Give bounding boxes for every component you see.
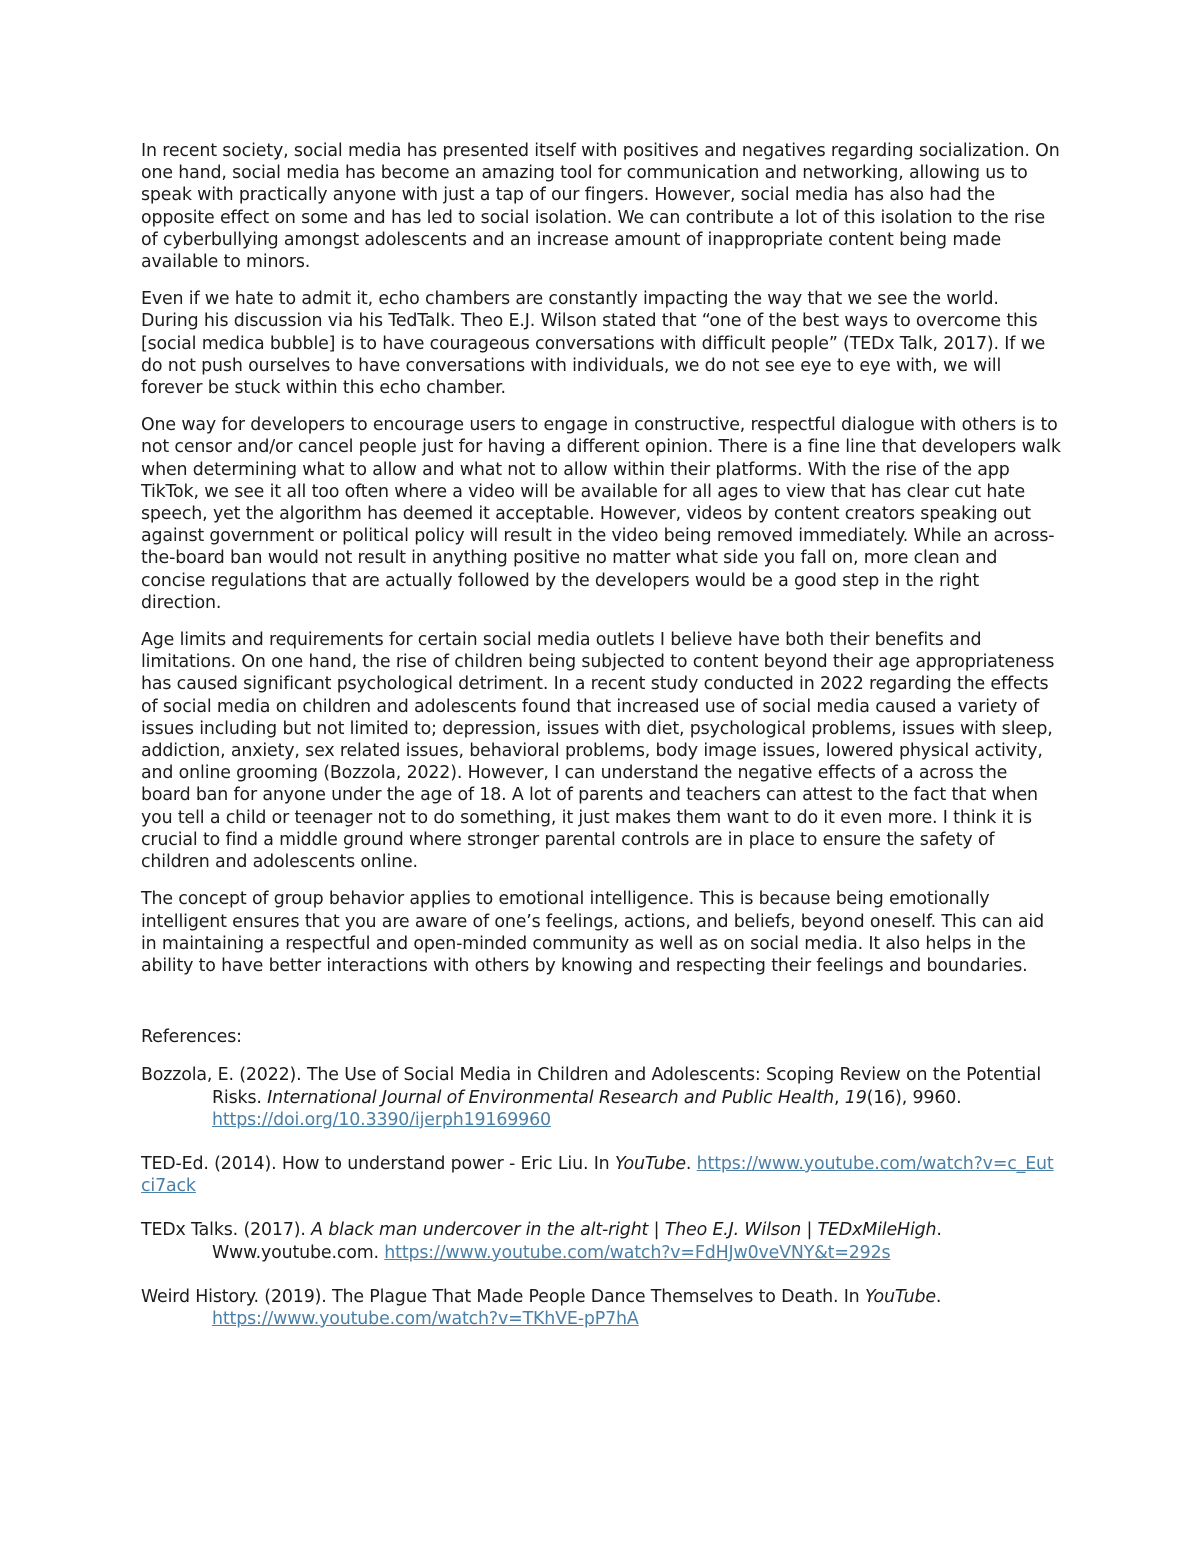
paragraph-5: The concept of group behavior applies to emotional intelligence. This is because being emotionally intelligent ensures that you are aware of one’s feelings, actions, and beliefs, beyond oneself. This can aid in maintaining a respectful and open-minded community as well as on social media. It also helps in the ability to have better interactions with others by knowing and respecting their feelings and boundaries. [141,889,1044,976]
reference-text: Bozzola, E. (2022). The Use of Social Media in Children and Adolescents: Scoping Review on the Potential [141,1065,1042,1086]
reference-text: Risks. [212,1087,268,1108]
reference-continuation [141,1242,1061,1264]
reference-text: . [935,1286,942,1307]
paragraph-1: In recent society, social media has presented itself with positives and negatives regarding socialization. On one hand, social media has become an amazing tool for communication and networking, allowing us to speak with practically anyone with just a tap of our fingers. However, social media has also had the opposite effect on some and has led to social isolation. We can contribute a lot of this isolation to the rise of cyberbullying amongst adolescents and an increase amount of inappropriate content being made available to minors. [141,141,1060,273]
reference-text: Www.youtube.com. [212,1242,385,1263]
reference-text: Weird History. (2019). The Plague That Made People Dance Themselves to Death. In [141,1286,865,1307]
document-body [141,140,1061,1352]
reference-text: TEDx Talks. (2017). [141,1220,312,1241]
reference-link[interactable]: https://www.youtube.com/watch?v=TKhVE-pP7hA [212,1308,639,1329]
reference-source: YouTube [614,1153,686,1174]
paragraph-3: One way for developers to encourage users to engage in constructive, respectful dialogue with others is to not censor and/or cancel people just for having a different opinion. There is a fine line that developers walk when determining what to allow and what not to allow within their platforms. With the rise of the app TikTok, we see it all too often where a video will be available for all ages to view that has clear cut hate speech, yet the algorithm has deemed it acceptable. However, videos by content creators speaking out against government or political policy will result in the video being removed immediately. While an across-the-board ban would not result in anything positive no matter what side you fall on, more clean and concise regulations that are actually followed by the developers would be a good step in the right direction. [141,415,1061,613]
reference-text: . [685,1153,697,1174]
reference-text: (16), 9960. [866,1087,962,1108]
reference-tedx [141,1219,1061,1263]
reference-bozzola [141,1064,1061,1131]
reference-text: TED-Ed. (2014). How to understand power - Eric Liu. In [141,1153,615,1174]
reference-volume: 19 [844,1087,867,1108]
reference-weird-history [141,1286,1061,1330]
reference-continuation [141,1087,1061,1131]
reference-title: A black man undercover in the alt-right | Theo E.J. Wilson | TEDxMileHigh [311,1220,937,1241]
reference-ted-ed [141,1153,1061,1197]
reference-link[interactable]: https://doi.org/10.3390/ijerph19169960 [212,1109,551,1130]
reference-link[interactable]: https://www.youtube.com/watch?v=c_Eutci7ack [141,1153,1054,1197]
paragraph-4: Age limits and requirements for certain social media outlets I believe have both their benefits and limitations. On one hand, the rise of children being subjected to content beyond their age appropriateness has caused significant psychological detriment. In a recent study conducted in 2022 regarding the effects of social media on children and adolescents found that increased use of social media caused a variety of issues including but not limited to; depression, issues with diet, psychological problems, issues with sleep, addiction, anxiety, sex related issues, behavioral problems, body image issues, lowered physical activity, and online grooming (Bozzola, 2022). However, I can understand the negative effects of a across the board ban for anyone under the age of 18. A lot of parents and teachers can attest to the fact that when you tell a child or teenager not to do something, it just makes them want to do it even more. I think it is crucial to find a middle ground where stronger parental controls are in place to ensure the safety of children and adolescents online. [141,630,1055,873]
references-heading: References: [141,1027,242,1048]
reference-link[interactable]: https://www.youtube.com/watch?v=FdHJw0veVNY&t=292s [384,1242,891,1263]
reference-journal: International Journal of Environmental Research and Public Health [267,1087,835,1108]
reference-text: . [936,1220,942,1241]
reference-continuation [141,1308,1061,1330]
reference-source: YouTube [864,1286,936,1307]
paragraph-2: Even if we hate to admit it, echo chambers are constantly impacting the way that we see the world. During his discussion via his TedTalk. Theo E.J. Wilson stated that “one of the best ways to overcome this [social medica bubble] is to have courageous conversations with difficult people” (TEDx Talk, 2017). If we do not push ourselves to have conversations with individuals, we do not see eye to eye with, we will forever be stuck within this echo chamber. [141,289,1046,399]
reference-text: , [834,1087,845,1108]
